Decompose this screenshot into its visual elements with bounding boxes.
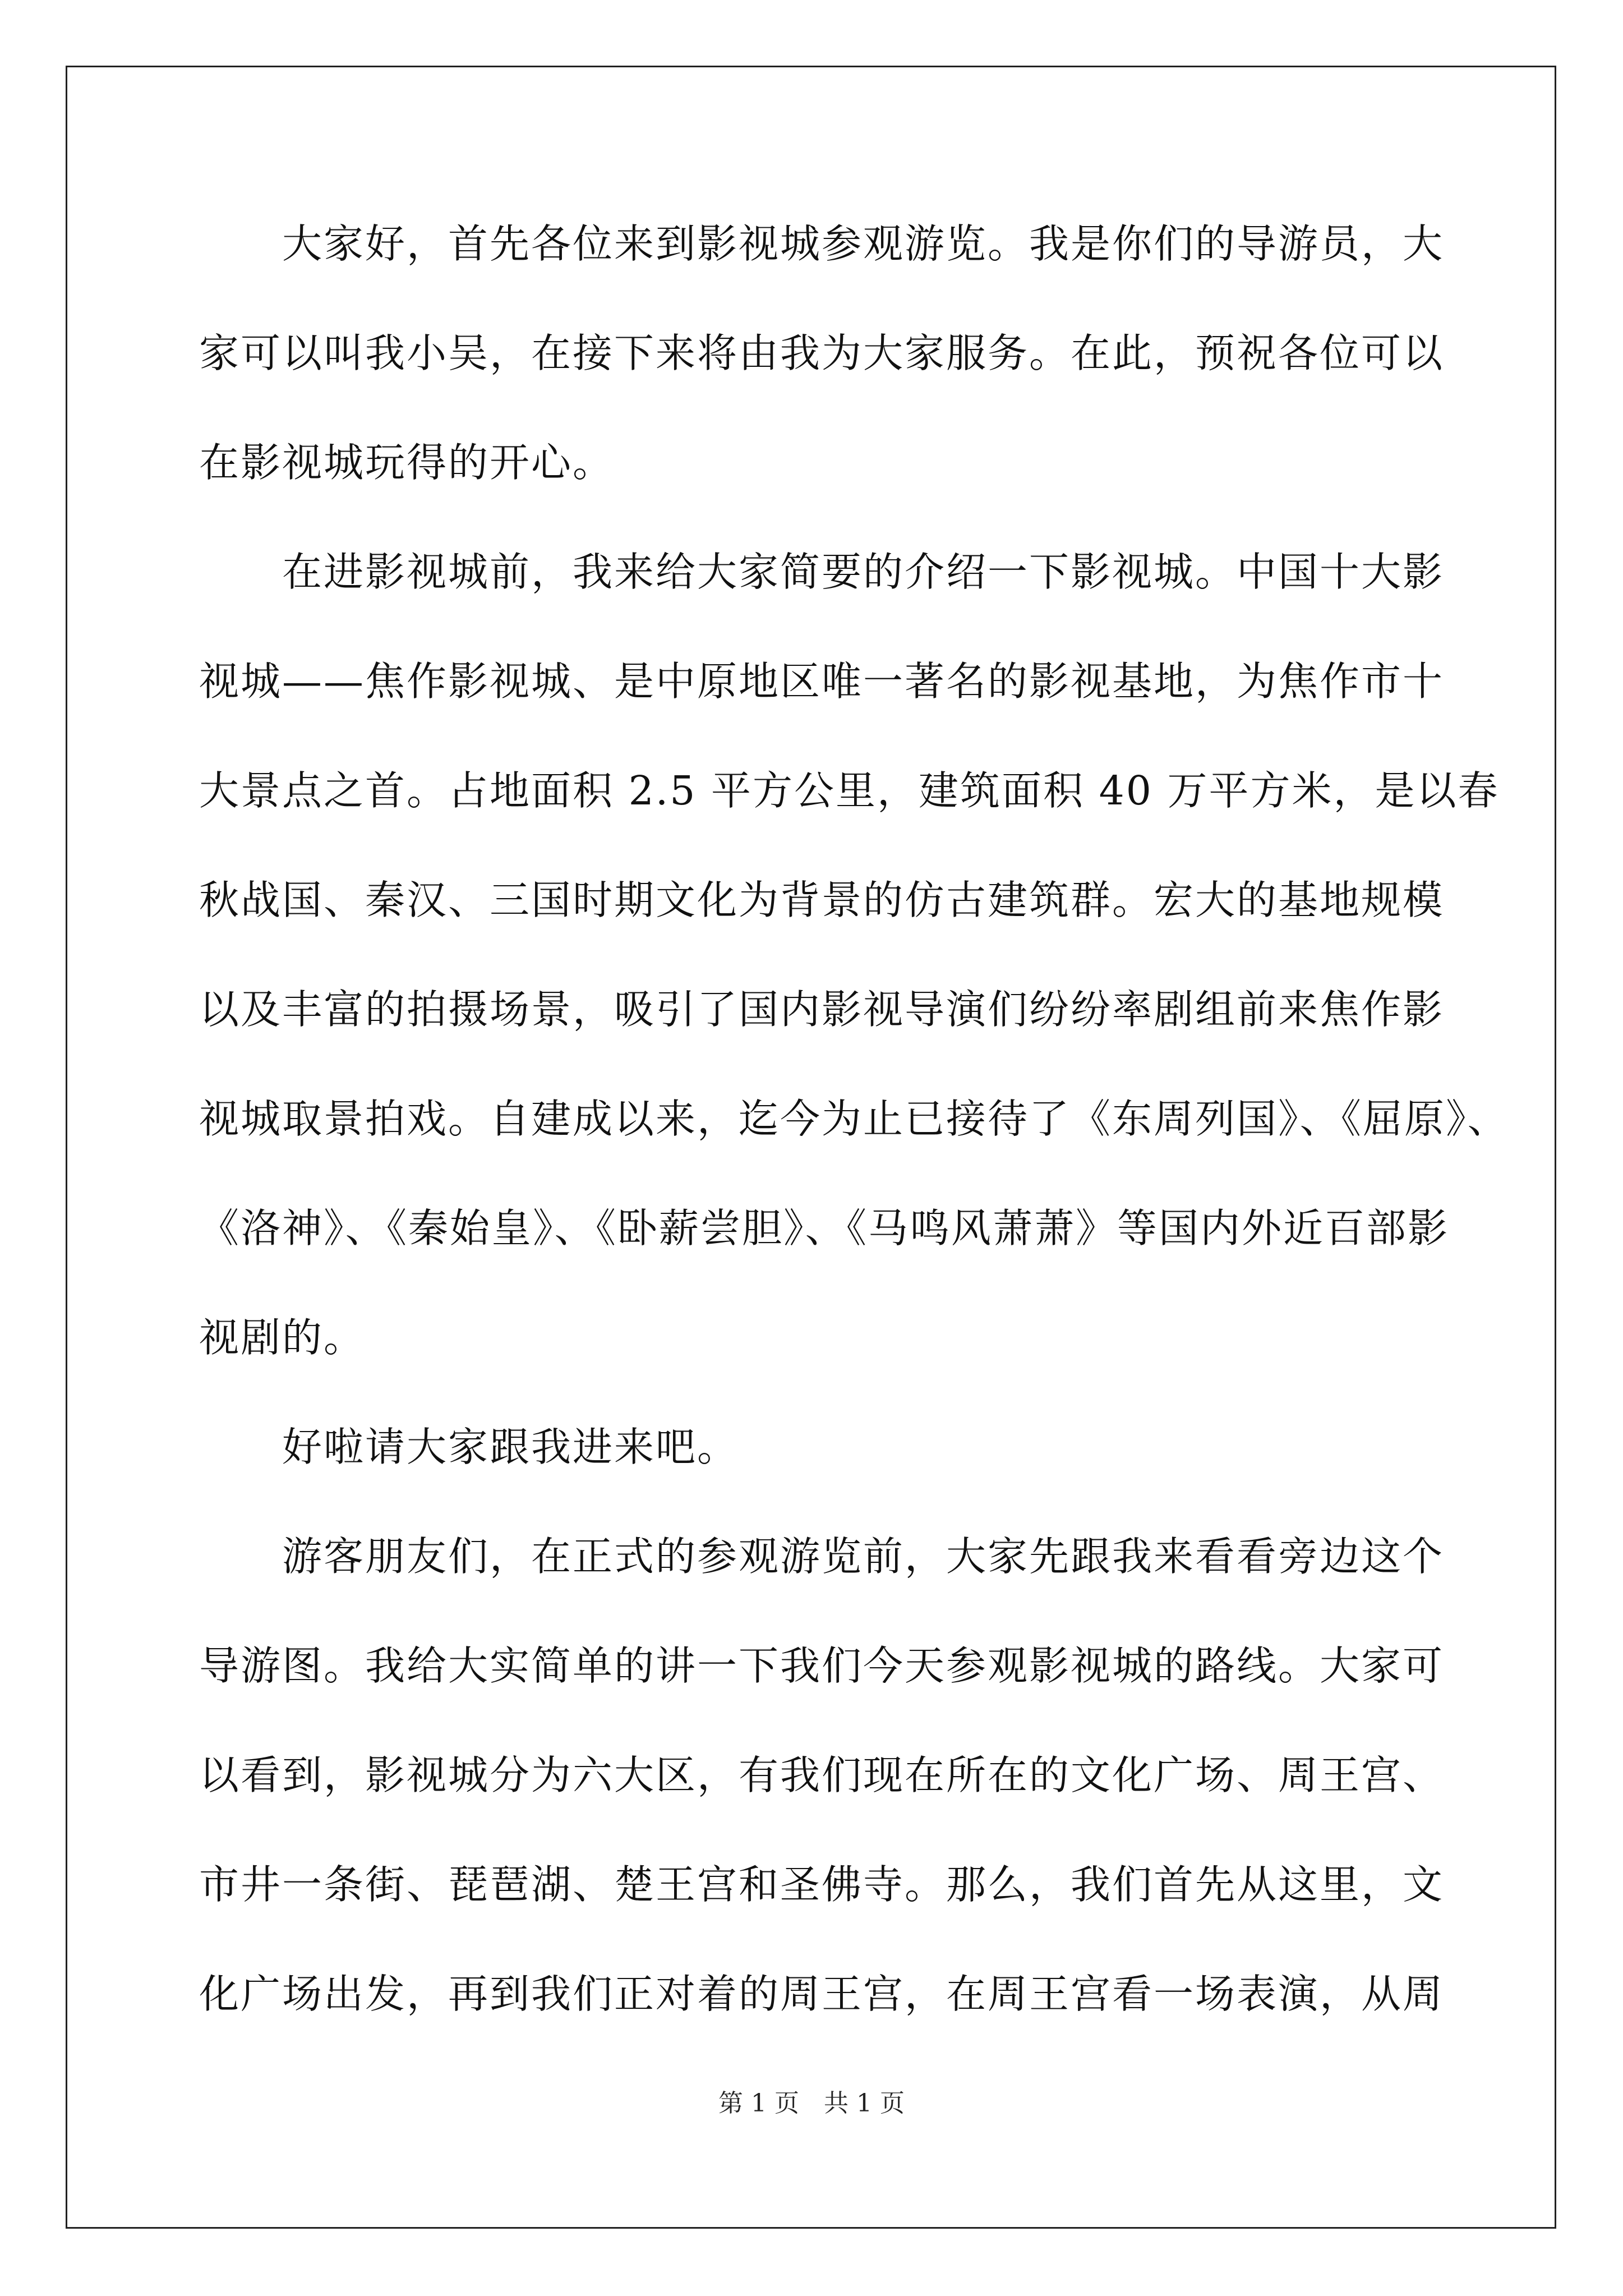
text-line: 家可以叫我小吴，在接下来将由我为大家服务。在此，预祝各位可以 — [199, 330, 1445, 376]
text-line: 大家好，首先各位来到影视城参观游览。我是你们的导游员，大 — [199, 220, 1445, 267]
text-line: 视剧的。 — [199, 1314, 366, 1361]
text-line: 游客朋友们，在正式的参观游览前，大家先跟我来看看旁边这个 — [199, 1533, 1445, 1580]
text-line: 视城——焦作影视城、是中原地区唯一著名的影视基地，为焦作市十 — [199, 658, 1445, 705]
text-line: 市井一条街、琵琶湖、楚王宫和圣佛寺。那么，我们首先从这里，文 — [199, 1861, 1445, 1908]
text-line: 《洛神》、《秦始皇》、《卧薪尝胆》、《马鸣风萧萧》等国内外近百部影 — [199, 1205, 1450, 1251]
text-line: 导游图。我给大实简单的讲一下我们今天参观影视城的路线。大家可 — [199, 1642, 1445, 1689]
text-line: 以及丰富的拍摄场景，吸引了国内影视导演们纷纷率剧组前来焦作影 — [199, 986, 1445, 1033]
page-number-footer: 第 1 页 共 1 页 — [718, 2089, 905, 2118]
text-line: 在进影视城前，我来给大家简要的介绍一下影视城。中国十大影 — [199, 549, 1445, 595]
text-line: 在影视城玩得的开心。 — [199, 439, 615, 486]
text-line: 好啦请大家跟我进来吧。 — [199, 1424, 739, 1470]
text-line: 秋战国、秦汉、三国时期文化为背景的仿古建筑群。宏大的基地规模 — [199, 877, 1445, 923]
text-line: 大景点之首。占地面积 2.5 平方公里，建筑面积 40 万平方米，是以春 — [199, 767, 1500, 814]
text-line: 化广场出发，再到我们正对着的周王宫，在周王宫看一场表演，从周 — [199, 1971, 1445, 2017]
text-line: 以看到，影视城分为六大区，有我们现在所在的文化广场、周王宫、 — [199, 1752, 1445, 1798]
text-line: 视城取景拍戏。自建成以来，迄今为止已接待了《东周列国》、《屈原》、 — [199, 1096, 1509, 1142]
